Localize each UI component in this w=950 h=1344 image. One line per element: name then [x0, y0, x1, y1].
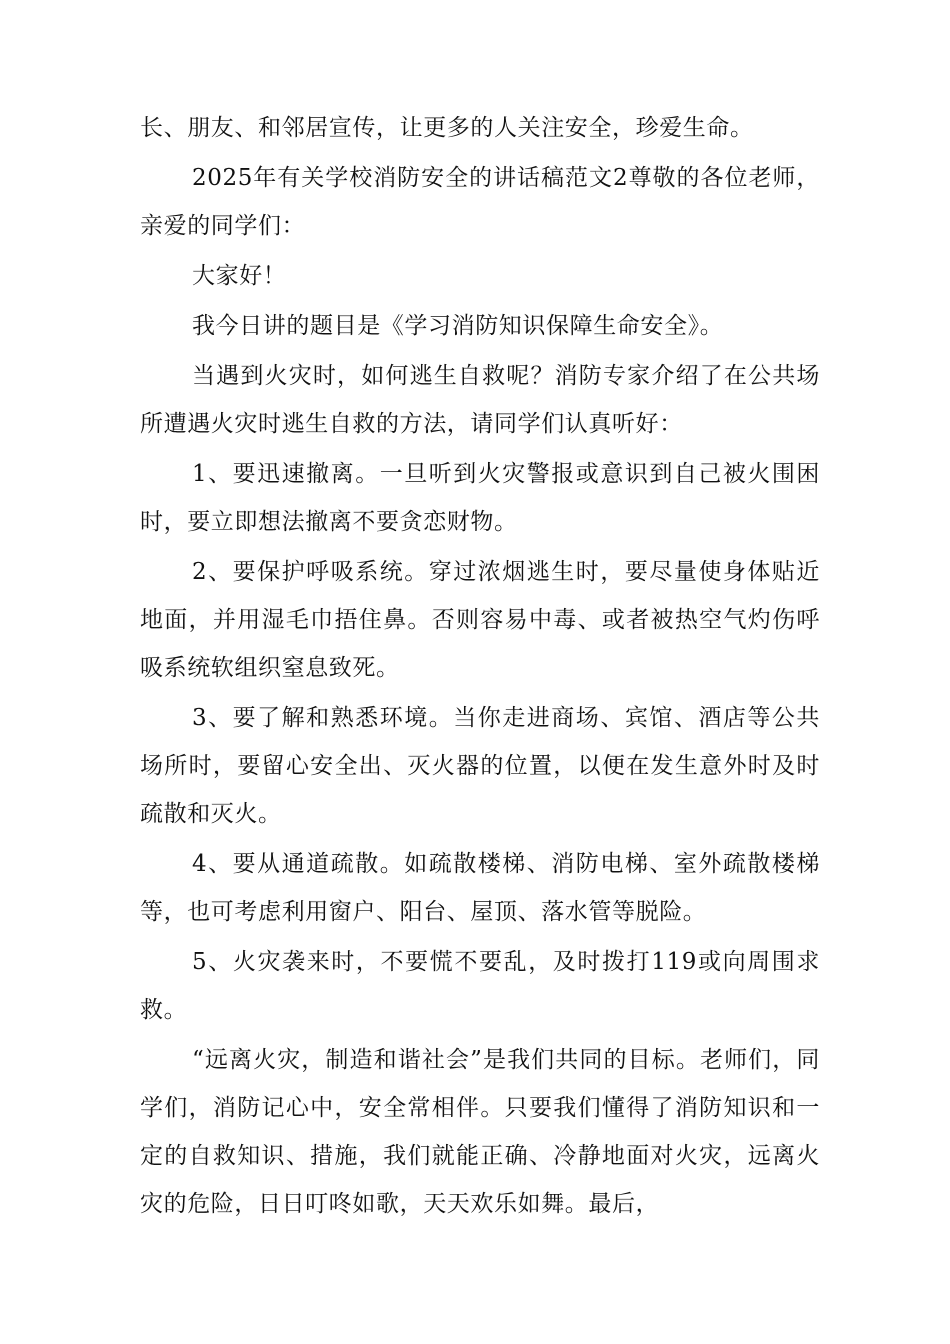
paragraph-title-greeting: 2025年有关学校消防安全的讲话稿范文2尊敬的各位老师，亲爱的同学们：	[140, 165, 820, 239]
paragraph-point-5: 5、火灾袭来时，不要慌不要乱，及时拨打119或向周围求救。	[140, 949, 820, 1023]
document-body	[140, 104, 820, 1230]
paragraph-point-1: 1、要迅速撤离。一旦听到火灾警报或意识到自己被火围困时，要立即想法撤离不要贪恋财物。	[140, 461, 820, 535]
paragraph-conclusion: “远离火灾，制造和谐社会”是我们共同的目标。老师们，同学们，消防记心中，安全常相伴。只要我们懂得了消防知识和一定的自救知识、措施，我们就能正确、冷静地面对火灾，远离火灾的危险，日日叮咚如歌，天天欢乐如舞。最后，	[140, 1047, 820, 1217]
paragraph-point-2: 2、要保护呼吸系统。穿过浓烟逃生时，要尽量使身体贴近地面，并用湿毛巾捂住鼻。否则容易中毒、或者被热空气灼伤呼吸系统软组织窒息致死。	[140, 559, 820, 681]
paragraph-intro: 当遇到火灾时，如何逃生自救呢？消防专家介绍了在公共场所遭遇火灾时逃生自救的方法，请同学们认真听好：	[140, 363, 820, 437]
paragraph-topic: 我今日讲的题目是《学习消防知识保障生命安全》。	[192, 313, 724, 339]
paragraph-point-3: 3、要了解和熟悉环境。当你走进商场、宾馆、酒店等公共场所时，要留心安全出、灭火器的位置，以便在发生意外时及时疏散和灭火。	[140, 705, 820, 827]
paragraph-hello: 大家好！	[192, 263, 287, 289]
paragraph-point-4: 4、要从通道疏散。如疏散楼梯、消防电梯、室外疏散楼梯等，也可考虑利用窗户、阳台、屋顶、落水管等脱险。	[140, 851, 820, 925]
paragraph-continuation: 长、朋友、和邻居宣传，让更多的人关注安全，珍爱生命。	[140, 115, 754, 141]
